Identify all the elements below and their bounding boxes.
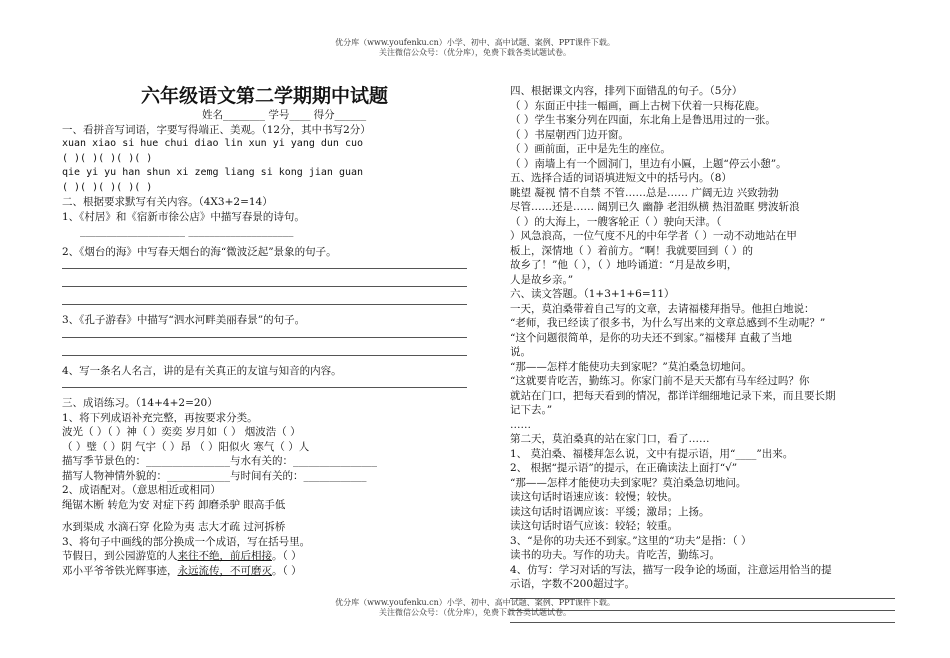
reading-line-8: 记下去。” (510, 404, 553, 416)
question-6-3-options: 读书的功夫。写作的功夫。肯吃苦，勤练习。 (510, 549, 720, 561)
answer-brackets-2: ( )( )( )( )( ) (62, 181, 153, 193)
sentence-a (62, 549, 467, 564)
classify-line-2: 描写人物神情外貌的：____________与时间有关的：____________ (62, 469, 367, 482)
question-3-1: 1、将下列成语补充完整，再按要求分类。 (62, 411, 258, 424)
order-item-3: （ ）书屋朝西门边开窗。 (510, 128, 629, 141)
reading-line-10: 第二天，莫泊桑真的站在家门口，看了…… (510, 433, 710, 445)
question-6-3: 3、“是你的功夫还不到家。”这里的“功夫”是指：（ ） (510, 534, 752, 547)
order-item-2: （ ）学生书案分列在四面，东北角上是鲁迅用过的一张。 (510, 114, 776, 126)
sentence-b-underlined: 永远流传，不可磨灭 (177, 564, 272, 577)
page-footer (0, 598, 950, 618)
question-6-2-speed: 读这句话时语速应该：较慢；较快。 (510, 491, 678, 503)
page-header (0, 38, 950, 58)
pinyin-row-2: qie yi yu han shun xi zemg liang si kong jian guan (62, 167, 364, 178)
passage-line-2: ）风急浪高，一位气度不凡的中年学者（ ）一动不动地站在甲 (510, 230, 797, 242)
answer-line (62, 346, 467, 356)
passage-line-5: 人是故乡亲。” (510, 273, 574, 286)
sentence-a-answer: 。（ ） (272, 550, 302, 562)
reading-line-7: 就站在门口，把每天看到的情况，都详详细细地记录下来，而且要长期 (510, 389, 836, 402)
sentence-b-text: 邓小平爷爷铁光辉事迹， (62, 564, 178, 577)
sentence-a-underlined: 来往不绝，前后相接 (177, 550, 272, 562)
answer-line (62, 277, 467, 287)
section-4-heading: 四、根据课文内容，排列下面错乱的句子。（5分） (510, 85, 743, 97)
student-info: 姓名________ 学号____ 得分______ (202, 109, 367, 121)
question-6-4: 4、仿写：学习对话的写法，描写一段争论的场面，注意运用恰当的提 (510, 563, 832, 576)
header-line-1: 优分库（www.youfenku.cn）小学、初中、高中试题、案例、PPT课件下载。 (335, 38, 615, 47)
answer-brackets-1: ( )( )( )( )( ) (62, 152, 153, 164)
question-6-2-tone: 读这句话时语调应该：平缓；激昂；上扬。 (510, 505, 710, 518)
passage-line-1: （ ）的大海上，一艘客轮正（ ）驶向天津。（ (510, 215, 722, 228)
section-1-heading: 一、看拼音写词语，字要写得端正、美观。（12分，其中书写2分） (62, 123, 371, 136)
question-3-3: 3、将句子中画线的部分换成一个成语，写在括号里。 (62, 535, 311, 548)
passage-line-3: 板上，深情地（ ）着前方。“啊！我就要回到（ ）的 (510, 244, 754, 257)
reading-line-5: “那——怎样才能使功夫到家呢？”莫泊桑急切地问。 (510, 360, 752, 373)
order-item-4: （ ）画前面，正中是先生的座位。 (510, 143, 671, 155)
header-line-2: 关注微信公众号：（优分库），免费下载各类试题试卷。 (379, 48, 571, 57)
word-bank-1: 眺望 凝视 情不自禁 不管……总是…… 广阔无边 兴致勃勃 (510, 186, 779, 199)
reading-line-1: 一天，莫泊桑带着自己写的文章，去请福楼拜指导。他担白地说： (510, 302, 815, 315)
sentence-b (62, 564, 467, 579)
pinyin-row-1: xuan xiao si hue chui diao lin xun yi yang dun cuo (62, 138, 364, 149)
sentence-a-text: 节假日，到公园游览的人 (62, 550, 178, 562)
section-5-heading: 五、选择合适的词语填进短文中的括号内。（8） (510, 172, 732, 184)
question-6-2-mood: 读这句话时语气应该：较轻；较重。 (510, 520, 678, 532)
reading-line-9: …… (510, 418, 531, 431)
answer-line (62, 259, 467, 269)
right-column (510, 84, 895, 628)
classify-line-1: 描写季节景色的：________________与水有关的：________________ (62, 455, 377, 467)
section-3-heading: 三、成语练习。（14+4+2=20） (62, 397, 218, 409)
question-2-4: 4、写一条名人名言，讲的是有关真正的友谊与知音的内容。 (62, 364, 342, 377)
question-6-2-sentence: “那——怎样才能使功夫到家呢？莫泊桑急切地问。 (510, 476, 747, 489)
question-2-3: 3、《孔子游春》中描写“泗水河畔美丽春景”的句子。 (62, 314, 306, 326)
reading-line-3: “这个问题很简单，是你的功夫还不到家。”福楼拜 直截了当地 (510, 331, 792, 344)
answer-line (62, 295, 467, 305)
question-2-1: 1、《村居》和《宿新市徐公店》中描写春景的诗句。 (62, 210, 305, 223)
word-bank-2: 尽管……还是…… 阔别已久 幽静 老泪纵横 热泪盈眶 劈波斩浪 (510, 201, 800, 213)
reading-line-6: “这就要肯吃苦，勤练习。你家门前不是天天都有马车经过吗？你 (510, 375, 810, 387)
idiom-row-1: 波光（ ）（ ）神（ ）奕奕 岁月如（ ） 烟波浩（ ） (62, 426, 301, 438)
answer-line (62, 378, 467, 388)
order-item-5: （ ）南墙上有一个圆洞门，里边有小匾，上题“停云小憩”。 (510, 157, 787, 170)
match-row-1: 绳锯木断 转危为安 对症下药 卸磨杀驴 眼高手低 (62, 498, 286, 511)
question-3-2: 2、成语配对。（意思相近或相同） (62, 484, 221, 496)
left-column (62, 84, 467, 578)
reading-line-4: 说。 (510, 346, 531, 358)
question-6-1: 1、 莫泊桑、福楼拜怎么说，文中有提示语，用“____”出来。 (510, 447, 794, 460)
section-6-heading: 六、读文答题。（1+3+1+6=11） (510, 288, 675, 300)
sentence-b-answer: 。（ ） (272, 564, 302, 577)
reading-line-2: “老师，我已经读了很多书，为什么写出来的文章总感到不生动呢？” (510, 317, 826, 329)
question-6-2: 2、 根据“提示语”的提示，在正确读法上面打“√” (510, 462, 738, 474)
section-2-heading: 二、根据要求默写有关内容。（4X3+2=14） (62, 196, 273, 208)
footer-line-2: 关注微信公众号：（优分库），免费下载各类试题试卷。 (379, 608, 571, 617)
question-2-2: 2、《烟台的海》中写春天烟台的海“微波泛起”景象的句子。 (62, 245, 337, 258)
answer-line-2-1: ____________________ ____________________ (80, 225, 294, 237)
match-row-2: 水到渠成 水滴石穿 化险为夷 志大才疏 过河拆桥 (62, 521, 286, 533)
order-item-1: （ ）东面正中挂一幅画，画上古树下伏着一只梅花鹿。 (510, 99, 766, 112)
exam-title: 六年级语文第二学期期中试题 (140, 85, 388, 107)
passage-line-4: 故乡了！”他（ ），（ ）地吟诵道：“月是故乡明， (510, 259, 738, 271)
question-6-4-cont: 示语，字数不200超过字。 (510, 578, 636, 590)
idiom-row-2: （ ）璧（ ）阴 气宇（ ）昂 （ ）阳似火 寒气（ ）人 (62, 440, 310, 453)
footer-line-1: 优分库（www.youfenku.cn）小学、初中、高中试题、案例、PPT课件下载。 (335, 598, 615, 607)
answer-line (62, 328, 467, 338)
